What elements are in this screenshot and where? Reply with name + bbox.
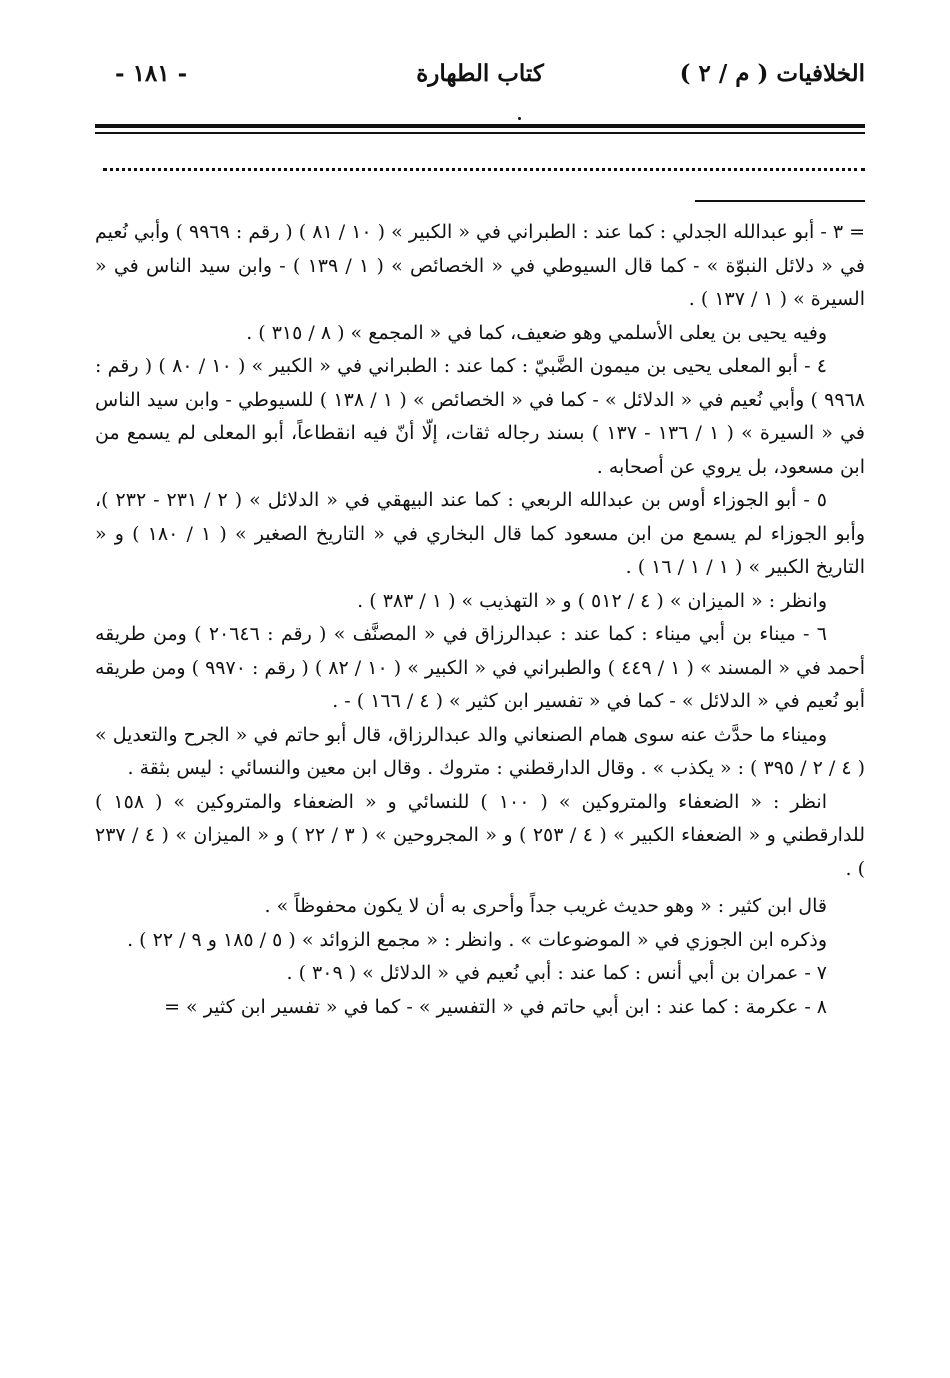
footnote-paragraph: وفيه يحيى بن يعلى الأسلمي وهو ضعيف، كما في « المجمع » ( ٨ / ٣١٥ ) . [246,321,827,344]
footnote-paragraph: ٨ - عكرمة : كما عند : ابن أبي حاتم في « التفسير » - كما في « تفسير ابن كثير » = [164,995,827,1018]
center-dot [518,117,521,120]
footnote-paragraph: ٦ - ميناء بن أبي ميناء : كما عند : عبدالرزاق في « المصنَّف » ( رقم : ٢٠٦٤٦ ) ومن طريقه أحمد في « المسند » ( ١ / ٤٤٩ ) والطبراني في « الكبير » ( ١٠ / ٨٢ ) ( رقم : ٩٩٧٠ ) ومن طريقه أبو نُعيم في « الدلائل » - كما في « تفسير ابن كثير » ( ٤ / ١٦٦ ) - . [95,623,866,712]
dotted-separator [103,168,865,171]
header-rule-thin [95,132,865,134]
footnote-rule [695,200,865,202]
footnote-paragraph: وميناء ما حدَّث عنه سوى همام الصنعاني والد عبدالرزاق، قال أبو حاتم في « الجرح والتعديل » ( ٤ / ٢ / ٣٩٥ ) : « يكذب » . وقال الدارقطني : متروك . وقال ابن معين والنسائي : ليس بثقة . [95,723,865,779]
chapter-title: كتاب الطهارة [416,60,544,87]
page-header [95,60,865,100]
book-page [95,0,865,1378]
footnote-paragraph: = ٣ - أبو عبدالله الجدلي : كما عند : الطبراني في « الكبير » ( ١٠ / ٨١ ) ( رقم : ٩٩٦٩ ) وأبي نُعيم في « دلائل النبوّة » - كما قال السيوطي في « الخصائص » ( ١ / ١٣٩ ) - وابن سيد الناس في « السيرة » ( ١ / ١٣٧ ) . [95,221,866,310]
footnote-paragraph: وانظر : « الميزان » ( ٤ / ٥١٢ ) و « التهذيب » ( ١ / ٣٨٣ ) . [357,589,827,612]
footnote-paragraph: وذكره ابن الجوزي في « الموضوعات » . وانظر : « مجمع الزوائد » ( ٥ / ١٨٥ و ٩ / ٢٢ ) . [127,928,827,951]
header-rule-thick [95,124,865,128]
footnote-paragraph: ٥ - أبو الجوزاء أوس بن عبدالله الربعي : كما عند البيهقي في « الدلائل » ( ٢ / ٢٣١ - ٢٣٢ )، وأبو الجوزاء لم يسمع من ابن مسعود كما قال البخاري في « التاريخ الصغير » ( ١ / ١٨٠ ) و « التاريخ الكبير » ( ١ / ١ / ١٦ ) . [95,489,865,578]
running-title: الخلافيات ( م / ٢ ) [679,60,865,87]
footnotes [95,216,865,1024]
footnote-paragraph: قال ابن كثير : « وهو حديث غريب جداً وأحرى به أن لا يكون محفوظاً » . [264,895,827,917]
page-number: - ١٨١ - [115,60,188,87]
footnote-paragraph: انظر : « الضعفاء والمتروكين » ( ١٠٠ ) للنسائي و « الضعفاء والمتروكين » ( ١٥٨ ) للدارقطني و « الضعفاء الكبير » ( ٤ / ٢٥٣ ) و « المجروحين » ( ٣ / ٢٢ ) و « الميزان » ( ٤ / ٢٣٧ ) . [95,790,865,880]
footnote-paragraph: ٧ - عمران بن أبي أنس : كما عند : أبي نُعيم في « الدلائل » ( ٣٠٩ ) . [286,962,827,984]
footnote-paragraph: ٤ - أبو المعلى يحيى بن ميمون الضَّبيّ : كما عند : الطبراني في « الكبير » ( ١٠ / ٨٠ ) ( رقم : ٩٩٦٨ ) وأبي نُعيم في « الدلائل » - كما في « الخصائص » ( ١ / ١٣٨ ) للسيوطي - وابن سيد الناس في « السيرة » ( ١ / ١٣٦ - ١٣٧ ) بسند رجاله ثقات، إلّا أنّ فيه انقطاعاً، أبو المعلى لم يسمع من ابن مسعود، بل يروي عن أصحابه . [95,355,866,478]
